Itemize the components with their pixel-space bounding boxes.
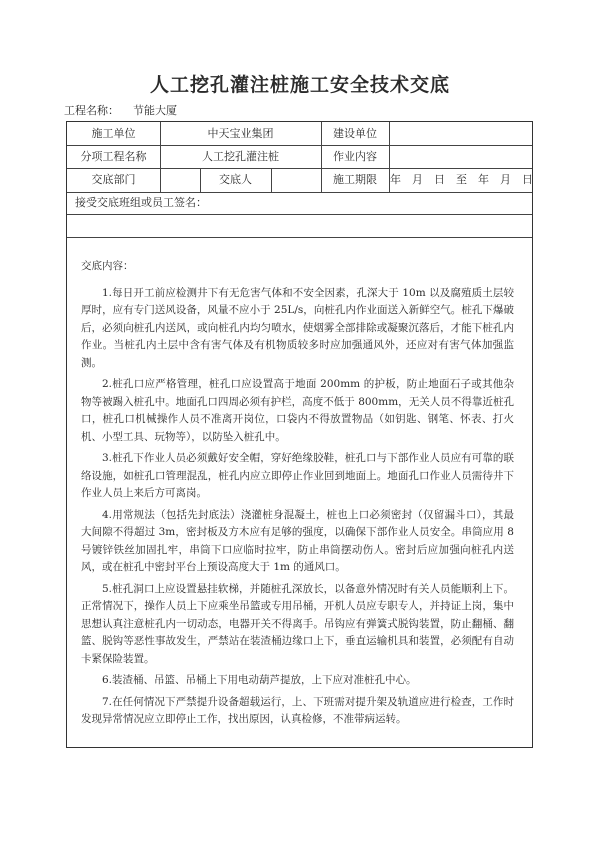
- subproject-label: 分项工程名称: [80, 150, 147, 163]
- content-item: 7.在任何情况下严禁提升设备超载运行，上、下班需对提升架及轨道应进行检查，工作时发现异常情况应立即停止工作，找出原因，认真检修，不准带病运转。: [81, 695, 514, 725]
- document-title: 人工挖孔灌注桩施工安全技术交底: [149, 74, 450, 96]
- period-value: 年 月 日 至 年 月 日: [390, 173, 533, 186]
- work-content-label: 作业内容: [333, 150, 377, 163]
- content-item: 1.每日开工前应检测井下有无危害气体和不安全因素，孔深大于 10m 以及腐殖质土层较厚时，应有专门送风设备，风量不应小于 25L/s，向桩孔内作业面送入新鲜空气。桩孔下爆破后，必须向桩孔内送风，或向桩孔内均匀喷水，使烟雾全部排除或凝聚沉落后，才能下桩孔内作业。当桩孔内土层中含有害气体及有机物质较多时应加强通风外，还应对有害气体加强监测。: [81, 286, 514, 369]
- row-divider: [67, 214, 532, 215]
- department-label: 交底部门: [91, 173, 136, 186]
- project-name-label: 工程名称：: [64, 104, 119, 117]
- period-label: 施工期限: [333, 173, 377, 186]
- content-item: 4.用常规法（包括先封底法）浇灌桩身混凝土，桩也上口必须密封（仅留漏斗口），其最大间隙不得超过 3m，密封板及方木应有足够的强度，以确保下部作业人员安全。串筒应用 8 号镀锌铁丝加固扎牢，串筒下口应临时拉牢，防止串筒摆动伤人。密封后应加强向桩孔内送风，或在桩孔中密封平台上预设高度大于 1m 的通风口。: [81, 508, 514, 573]
- person-value: [271, 169, 321, 191]
- content-item: 6.装渣桶、吊篮、吊桶上下用电动葫芦提放，上下应对准桩孔中心。: [102, 674, 417, 686]
- disclosure-table: [66, 121, 533, 748]
- signature-label: 接受交底班组或员工签名：: [75, 196, 207, 209]
- work-content-value: [389, 146, 534, 168]
- construction-unit-label: 施工单位: [91, 127, 136, 140]
- row-divider: [67, 237, 532, 238]
- builder-label: 建设单位: [333, 127, 377, 140]
- project-name-value: 节能大厦: [133, 104, 177, 117]
- builder-value: [389, 123, 534, 145]
- construction-unit-value: 中天宝业集团: [207, 127, 274, 140]
- content-label: 交底内容：: [81, 260, 134, 272]
- department-value: [160, 169, 200, 191]
- disclosure-content: [67, 258, 532, 733]
- content-item: 2.桩孔口应严格管理，桩孔口应设置高于地面 200mm 的护板，防止地面石子或其他杂物等被踢入桩孔中。地面孔口四周必须有护栏，高度不低于 800mm，无关人员不得靠近桩孔口，桩孔口机械操作人员不准离开岗位，口袋内不得放置物品（如钥匙、钢笔、怀表、打火机、小型工具、玩物等），以防坠入桩孔中。: [81, 378, 514, 443]
- project-name-line: [64, 102, 177, 118]
- content-item: 3.桩孔下作业人员必须戴好安全帽，穿好绝缘胶鞋，桩孔口与下部作业人员应有可靠的联络设施，如桩孔口管理混乱，桩孔内应立即停止作业回到地面上。地面孔口作业人员需待井下作业人员上来后方可离岗。: [81, 452, 514, 499]
- content-item: 5.桩孔洞口上应设置悬挂软梯，并随桩孔深放长，以备意外情况时有关人员能顺利上下。正常情况下，操作人员上下应乘坐吊篮或专用吊桶，开机人员应专职专人，并持证上岗，集中思想认真注意桩孔内一切动态，电器开关不得离手。吊钩应有弹簧式脱钩装置，防止翻桶、翻篮、脱钩等恶性事故发生，严禁站在装渣桶边缘口上下，垂直运输机具和装置，必须配有自动卡紧保险装置。: [81, 582, 514, 665]
- subproject-value: 人工挖孔灌注桩: [202, 150, 279, 163]
- person-label: 交底人: [219, 173, 252, 186]
